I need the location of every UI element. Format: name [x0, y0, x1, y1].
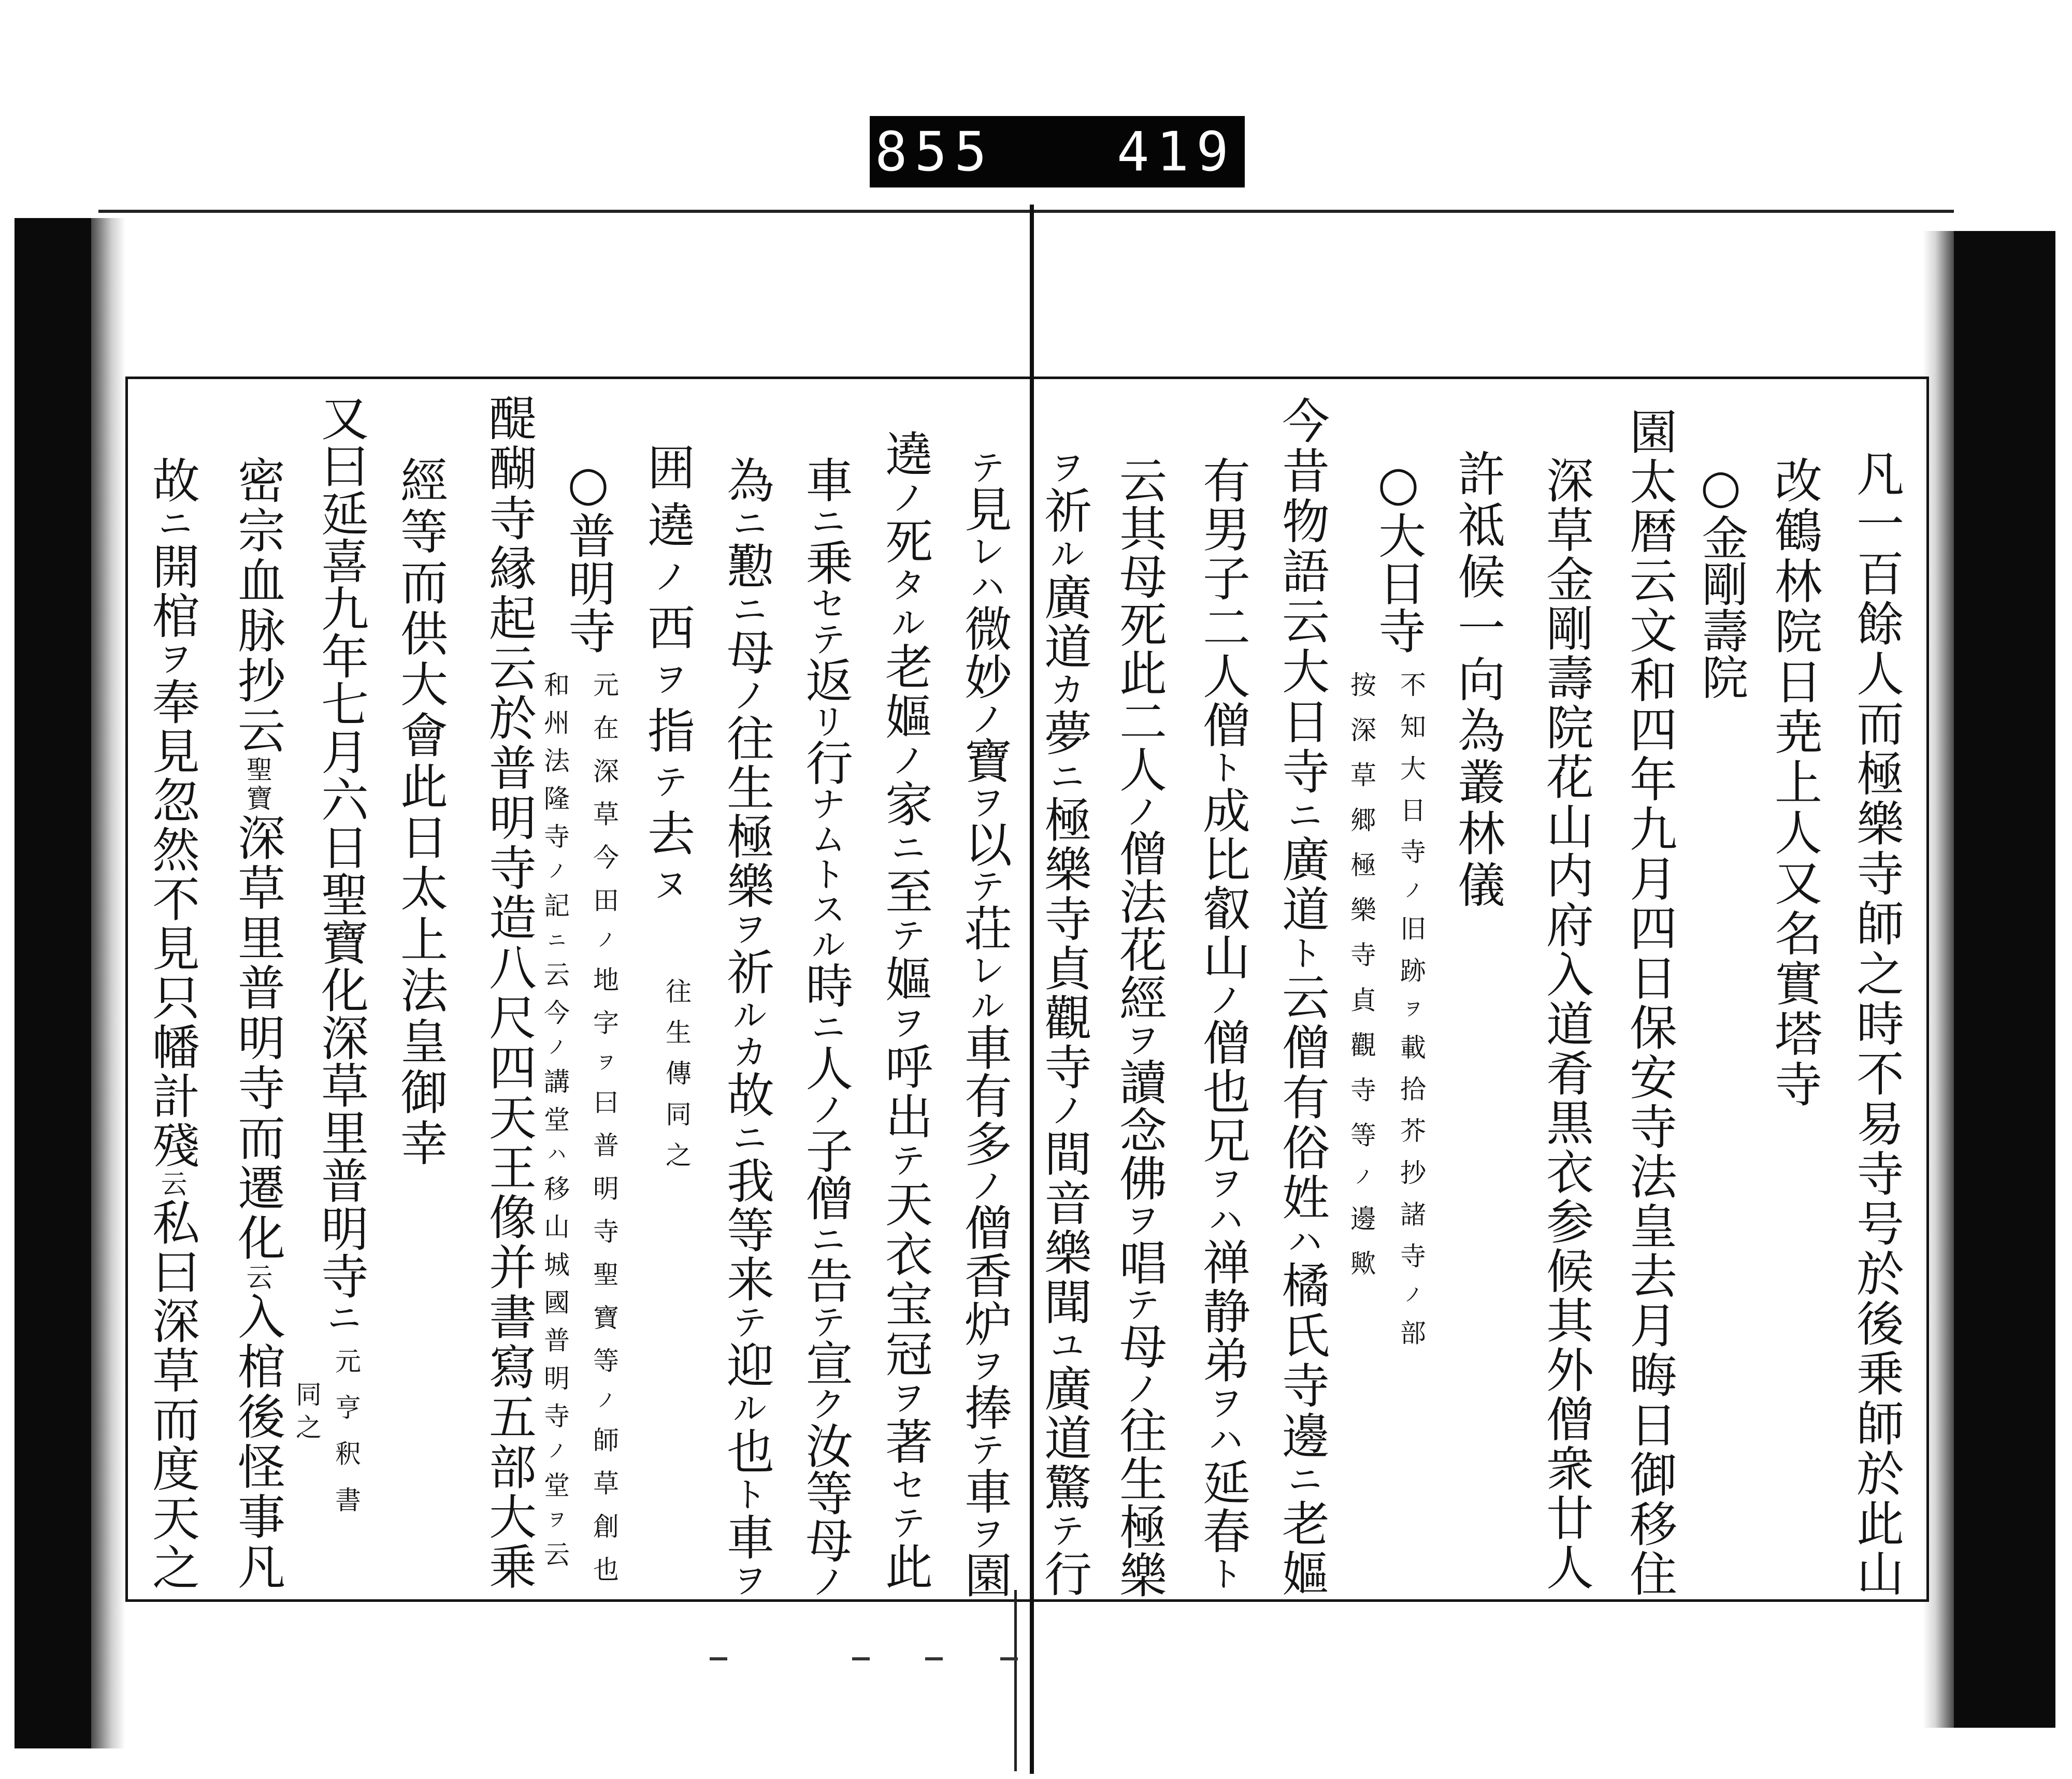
page-top-edge	[98, 210, 1954, 213]
column-line	[1622, 407, 1677, 1599]
left-page-column-8	[384, 456, 456, 1169]
column-text: テ見レハ微妙ノ寶ヲ以テ荘レル車有多ノ僧香炉ヲ捧テ車ヲ園	[957, 449, 1012, 1599]
note-text: 和州法隆寺ノ記ニ云今ノ講堂ハ移山城國普明寺ノ堂ヲ云	[540, 671, 570, 1579]
interlinear-note	[583, 671, 625, 1599]
column-text: 有男子二人僧ト成比叡山ノ僧也兄ヲハ禅静弟ヲハ延春ト	[1195, 456, 1250, 1593]
column-line	[481, 394, 537, 1593]
column-text: 車ニ乗セテ返リ行ナムトスル時ニ人ノ子僧ニ告テ宣ク汝等母ノ	[798, 456, 854, 1599]
note-text: 不知大日寺ノ旧跡ヲ載拾芥抄諸寺ノ部	[1396, 671, 1426, 1362]
column-line	[313, 394, 369, 1335]
column-text: 私曰深草而度天之	[145, 1198, 200, 1593]
right-page-column-5	[1530, 456, 1602, 1592]
column-text: 今昔物語云大日寺ニ廣道ト云僧有俗姓ハ橘氏寺邊ニ老嫗	[1274, 396, 1330, 1599]
column-text: 凡一百餘人而極樂寺師之時不易寺号於後乗師於此山	[1849, 449, 1904, 1599]
column-text: 又曰延喜九年七月六日聖寶化深草里普明寺ニ	[313, 394, 369, 1335]
note-line	[1348, 671, 1374, 1295]
left-page-column-1	[948, 449, 1020, 1599]
column-text: 遶ノ死タル老嫗ノ家ニ至テ嫗ヲ呼出テ天衣宝冠ヲ著セテ此	[877, 429, 933, 1593]
note-text: 往生傳同之	[661, 978, 692, 1182]
scan-mark	[1000, 1657, 1018, 1660]
right-page-column-9	[1186, 456, 1259, 1592]
inline-note: 聖寶	[242, 756, 273, 813]
note-text: 元在深草今田ノ地字ヲ曰普明寺聖寶等ノ師草創也	[589, 671, 619, 1599]
column-line	[1693, 460, 1748, 700]
column-line	[719, 456, 774, 1599]
inline-note: 云	[157, 1170, 188, 1198]
left-page-column-10	[221, 456, 294, 1592]
column-text: 入棺後怪事凡	[230, 1292, 285, 1593]
column-line	[877, 429, 933, 1593]
interlinear-note	[325, 1348, 367, 1532]
catalog-frame-number: 419.	[1117, 120, 1276, 183]
heading-text: ○大日寺	[1371, 456, 1426, 654]
section-heading-kongojuin	[1684, 460, 1757, 700]
right-page-column-10	[1103, 456, 1175, 1599]
column-line	[230, 456, 285, 1593]
right-book-edge	[1954, 231, 2055, 1728]
column-line	[1849, 449, 1904, 1599]
column-line	[798, 456, 854, 1599]
column-line	[1450, 449, 1505, 912]
heading-text: ○金剛壽院	[1693, 460, 1748, 700]
left-page-column-2	[869, 429, 941, 1592]
note-text: 元亨釈書	[331, 1348, 361, 1532]
column-line	[1112, 456, 1167, 1599]
left-page-column-3	[789, 456, 862, 1599]
center-fold-line-lower	[1014, 1590, 1017, 1771]
left-page-column-5	[631, 443, 703, 912]
left-page-column-11	[136, 456, 208, 1592]
interlinear-note	[656, 978, 697, 1182]
column-line	[393, 456, 448, 1170]
right-page-column-4	[1613, 407, 1686, 1599]
catalog-tag	[870, 116, 1276, 187]
column-text: 許祗候一向為叢林儀	[1450, 449, 1505, 912]
note-line	[542, 671, 568, 1579]
column-text: 為ニ懃ニ母ノ往生極樂ヲ祈ルカ故ニ我等来テ迎ル也ト車ヲ	[719, 456, 774, 1599]
column-line	[640, 443, 695, 912]
scan-mark	[852, 1657, 870, 1660]
column-line	[1538, 456, 1594, 1593]
column-text: 園太暦云文和四年九月四日保安寺法皇去月晦日御移住	[1622, 407, 1677, 1599]
column-text: 深草里普明寺而遷化	[230, 813, 285, 1264]
right-page-column-8	[1265, 396, 1338, 1599]
left-page-edge-shadow	[91, 218, 125, 1748]
note-line	[661, 978, 692, 1182]
note-line	[591, 671, 617, 1599]
note-line	[1398, 671, 1424, 1361]
note-line	[333, 1348, 359, 1532]
heading-text: ○普明寺	[560, 456, 616, 654]
column-line	[1274, 396, 1330, 1599]
note-text: 按深草郷極樂寺貞觀寺等ノ邊歟	[1346, 671, 1376, 1295]
column-text: 密宗血脉抄云	[230, 456, 285, 756]
interlinear-note	[1390, 671, 1432, 1361]
section-heading-fumyoji	[552, 456, 624, 654]
column-text: 經等而供大會此日太上法皇御幸	[393, 456, 448, 1170]
right-page-column-11	[1028, 449, 1100, 1599]
column-text: 云其母死此二人ノ僧法花經ヲ讀念佛ヲ唱テ母ノ往生極樂	[1112, 456, 1167, 1599]
column-text: 故ニ開棺ヲ奉見忽然不見只幡計殘	[145, 456, 200, 1170]
column-text: ヲ祈ル廣道カ夢ニ極樂寺貞觀寺ノ間音樂聞ユ廣道驚テ行	[1037, 449, 1092, 1599]
column-text: 醍醐寺縁起云於普明寺造八尺四天王像并書寫五部大乗	[481, 394, 537, 1593]
scan-mark	[710, 1657, 727, 1660]
note-line	[294, 1381, 320, 1447]
column-line	[1037, 449, 1092, 1599]
right-page-column-6	[1441, 449, 1514, 912]
section-heading-dainichiji	[1362, 456, 1434, 654]
left-book-edge	[15, 218, 91, 1748]
left-page-column-9	[305, 394, 377, 1335]
column-line	[1371, 456, 1426, 654]
right-page-column-2	[1758, 456, 1831, 1110]
column-text: 改鶴林院日尭上人又名實塔寺	[1767, 456, 1822, 1110]
inline-note: 云	[242, 1263, 273, 1292]
catalog-volume-number: 855	[875, 120, 994, 183]
column-text: 深草金剛壽院花山内府入道肴黒衣参候其外僧衆廿人	[1538, 456, 1594, 1593]
right-page-column-1	[1840, 449, 1912, 1599]
interlinear-note	[1341, 671, 1382, 1295]
column-line	[145, 456, 200, 1593]
column-line	[957, 449, 1012, 1599]
column-line	[1767, 456, 1822, 1110]
note-text: 同之	[292, 1381, 322, 1447]
scan-mark	[925, 1657, 943, 1660]
left-page-column-4	[710, 456, 783, 1599]
left-page-column-7	[472, 394, 545, 1592]
column-line	[560, 456, 616, 654]
column-text: 囲遶ノ西ヲ指テ去ヌ	[640, 443, 695, 912]
column-line	[1195, 456, 1250, 1593]
